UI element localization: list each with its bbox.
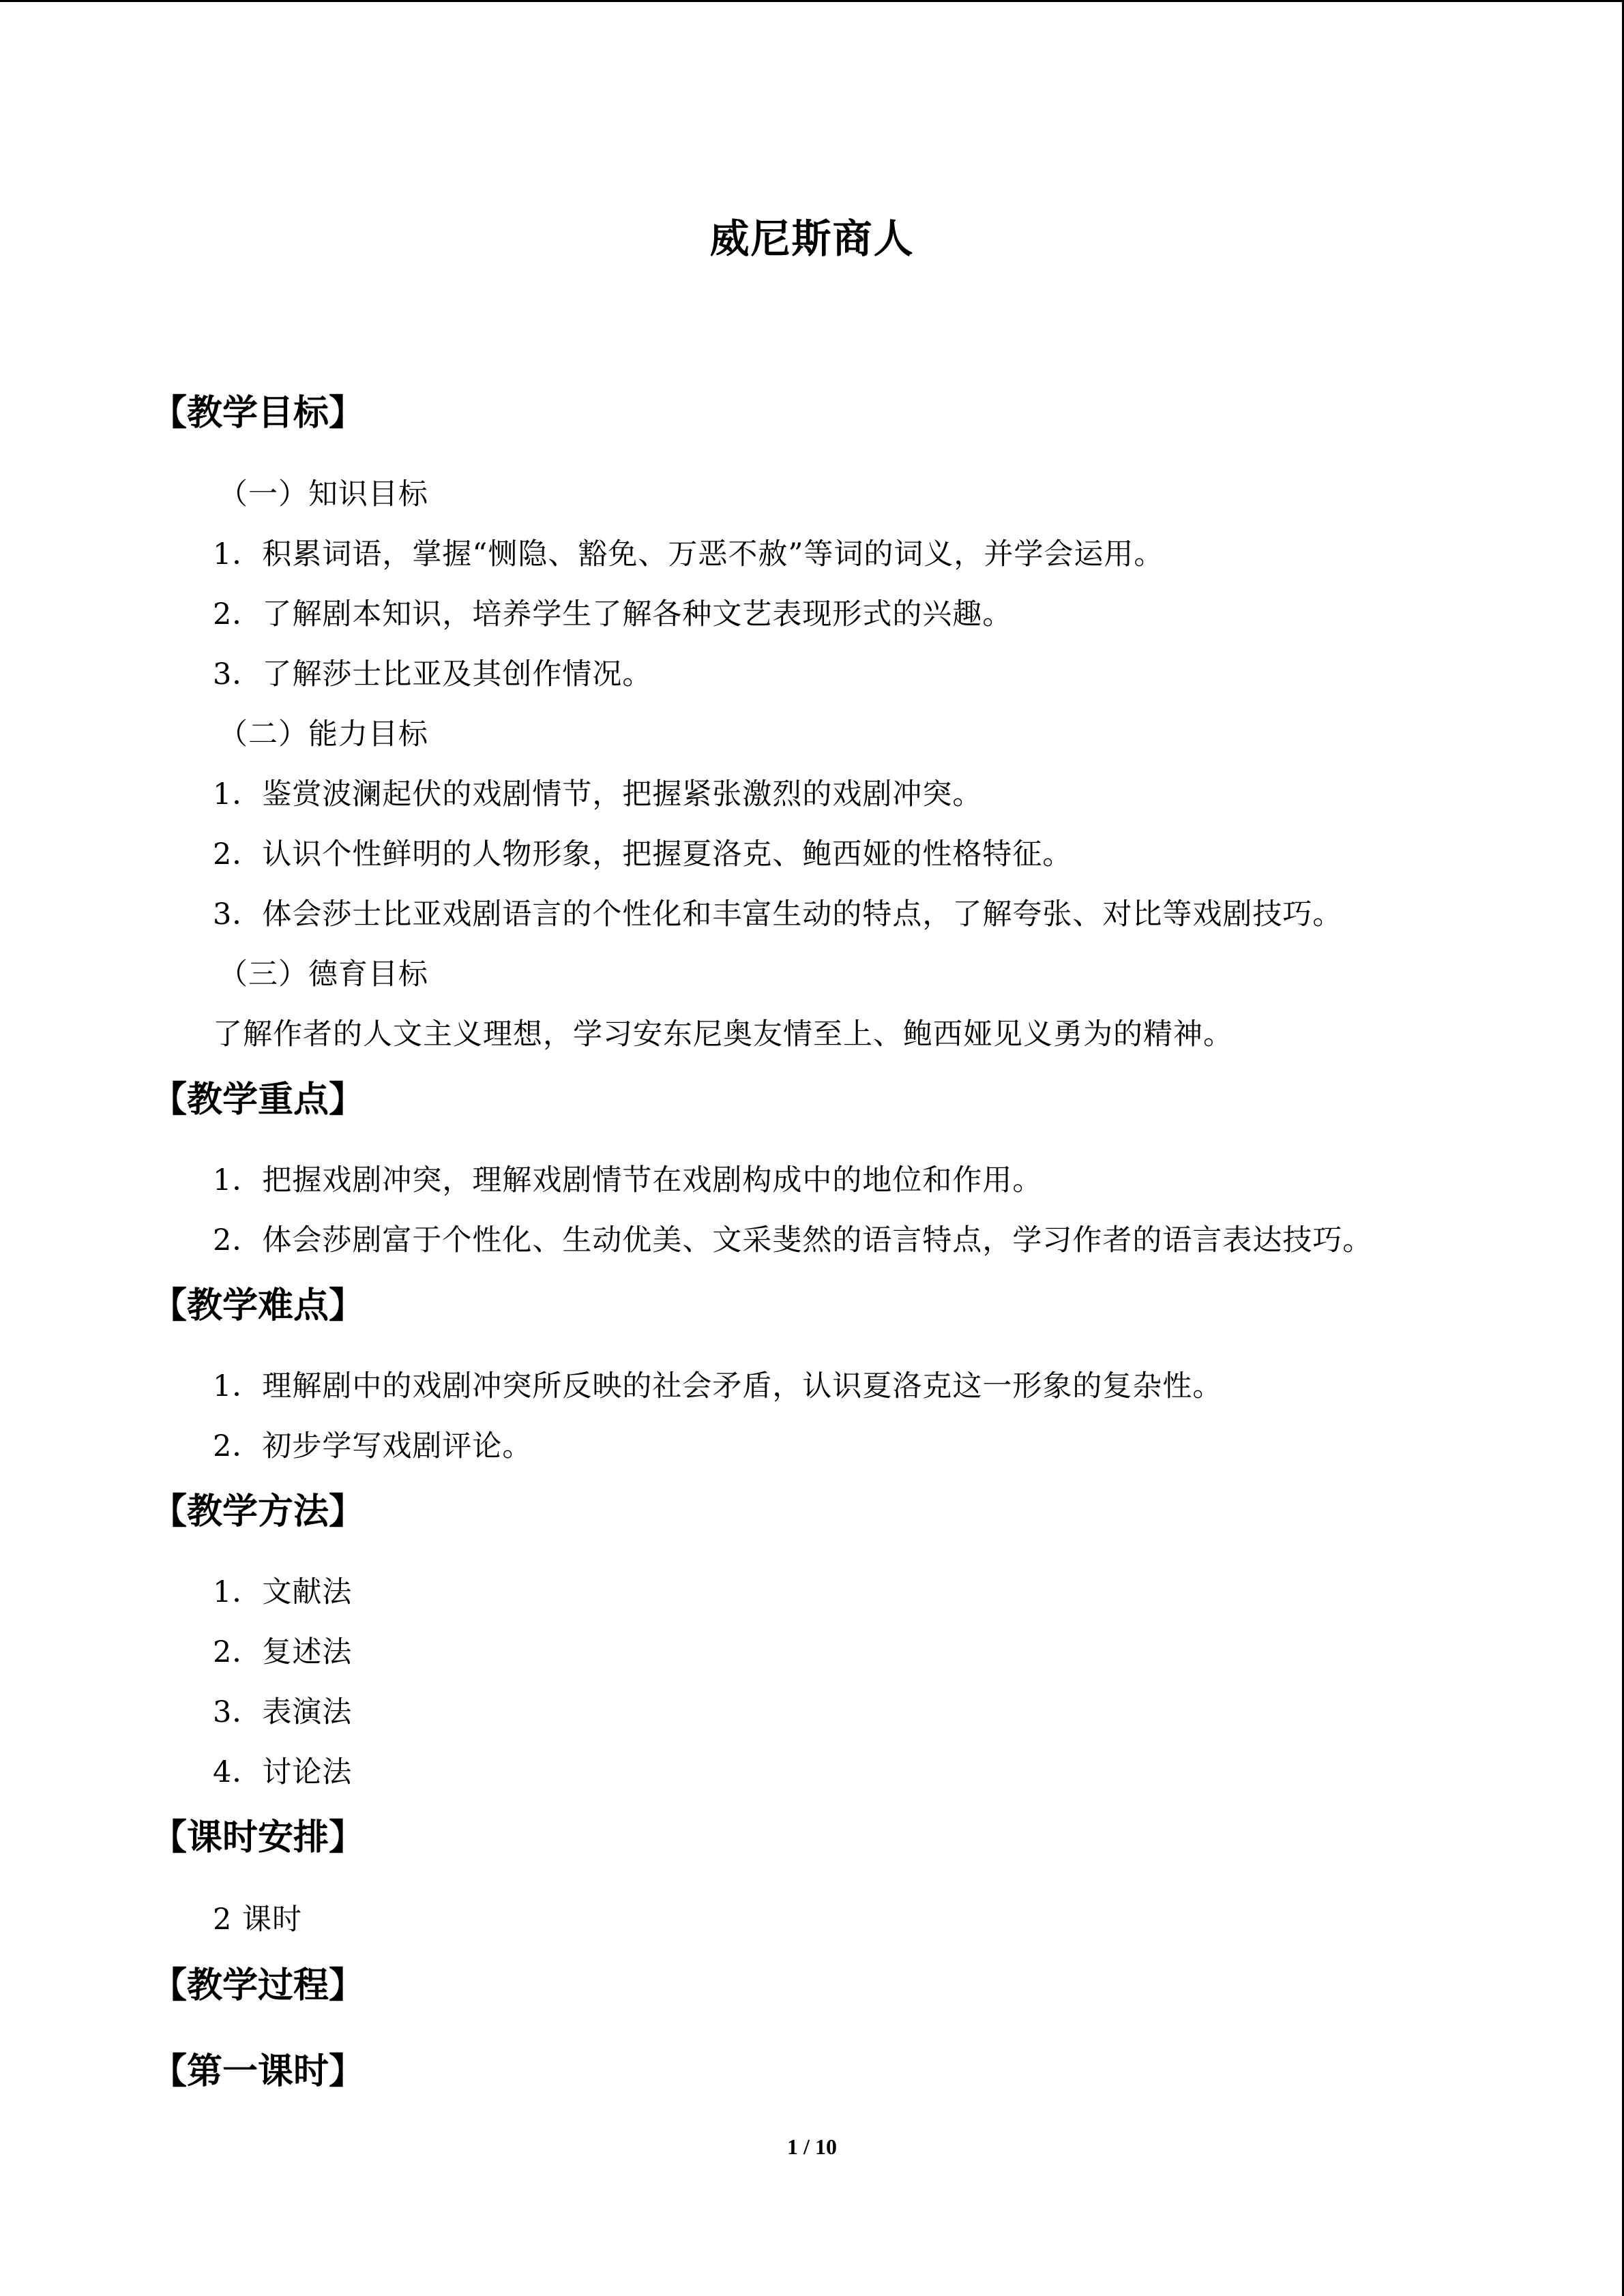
subheading-moral-objectives: （三）德育目标 (218, 957, 428, 992)
ability-item-1: 1．鉴赏波澜起伏的戏剧情节，把握紧张激烈的戏剧冲突。 (213, 777, 983, 811)
schedule-text: 2 课时 (213, 1903, 303, 1937)
subheading-knowledge-objectives: （一）知识目标 (218, 477, 428, 511)
moral-objective-text: 了解作者的人文主义理想，学习安东尼奥友情至上、鲍西娅见义勇为的精神。 (213, 1017, 1233, 1052)
document-title: 威尼斯商人 (709, 215, 915, 262)
page-number: 1 / 10 (787, 2134, 837, 2159)
ability-item-2: 2．认识个性鲜明的人物形象，把握夏洛克、鲍西娅的性格特征。 (213, 837, 1073, 871)
knowledge-item-2: 2．了解剧本知识，培养学生了解各种文艺表现形式的兴趣。 (213, 597, 1013, 631)
ability-item-3: 3．体会莎士比亚戏剧语言的个性化和丰富生动的特点，了解夸张、对比等戏剧技巧。 (213, 897, 1343, 931)
heading-difficulties: 【教学难点】 (151, 1285, 365, 1326)
heading-teaching-methods: 【教学方法】 (151, 1491, 365, 1532)
heading-key-points: 【教学重点】 (151, 1079, 365, 1120)
heading-teaching-process: 【教学过程】 (151, 1965, 365, 2006)
method-item-1: 1．文献法 (213, 1575, 353, 1609)
heading-teaching-objectives: 【教学目标】 (151, 393, 365, 434)
knowledge-item-3: 3．了解莎士比亚及其创作情况。 (213, 657, 653, 691)
key-point-item-2: 2．体会莎剧富于个性化、生动优美、文采斐然的语言特点，学习作者的语言表达技巧。 (213, 1223, 1373, 1257)
difficulty-item-2: 2．初步学写戏剧评论。 (213, 1429, 533, 1463)
difficulty-item-1: 1．理解剧中的戏剧冲突所反映的社会矛盾，认识夏洛克这一形象的复杂性。 (213, 1369, 1223, 1403)
page-top-border (0, 0, 1624, 2)
method-item-2: 2．复述法 (213, 1635, 353, 1669)
knowledge-item-1: 1．积累词语，掌握“恻隐、豁免、万恶不赦”等词的词义，并学会运用。 (213, 537, 1164, 571)
method-item-4: 4．讨论法 (213, 1755, 353, 1789)
heading-schedule: 【课时安排】 (151, 1817, 365, 1858)
method-item-3: 3．表演法 (213, 1695, 353, 1729)
subheading-ability-objectives: （二）能力目标 (218, 717, 428, 751)
heading-first-lesson: 【第一课时】 (151, 2051, 365, 2092)
key-point-item-1: 1．把握戏剧冲突，理解戏剧情节在戏剧构成中的地位和作用。 (213, 1163, 1043, 1197)
